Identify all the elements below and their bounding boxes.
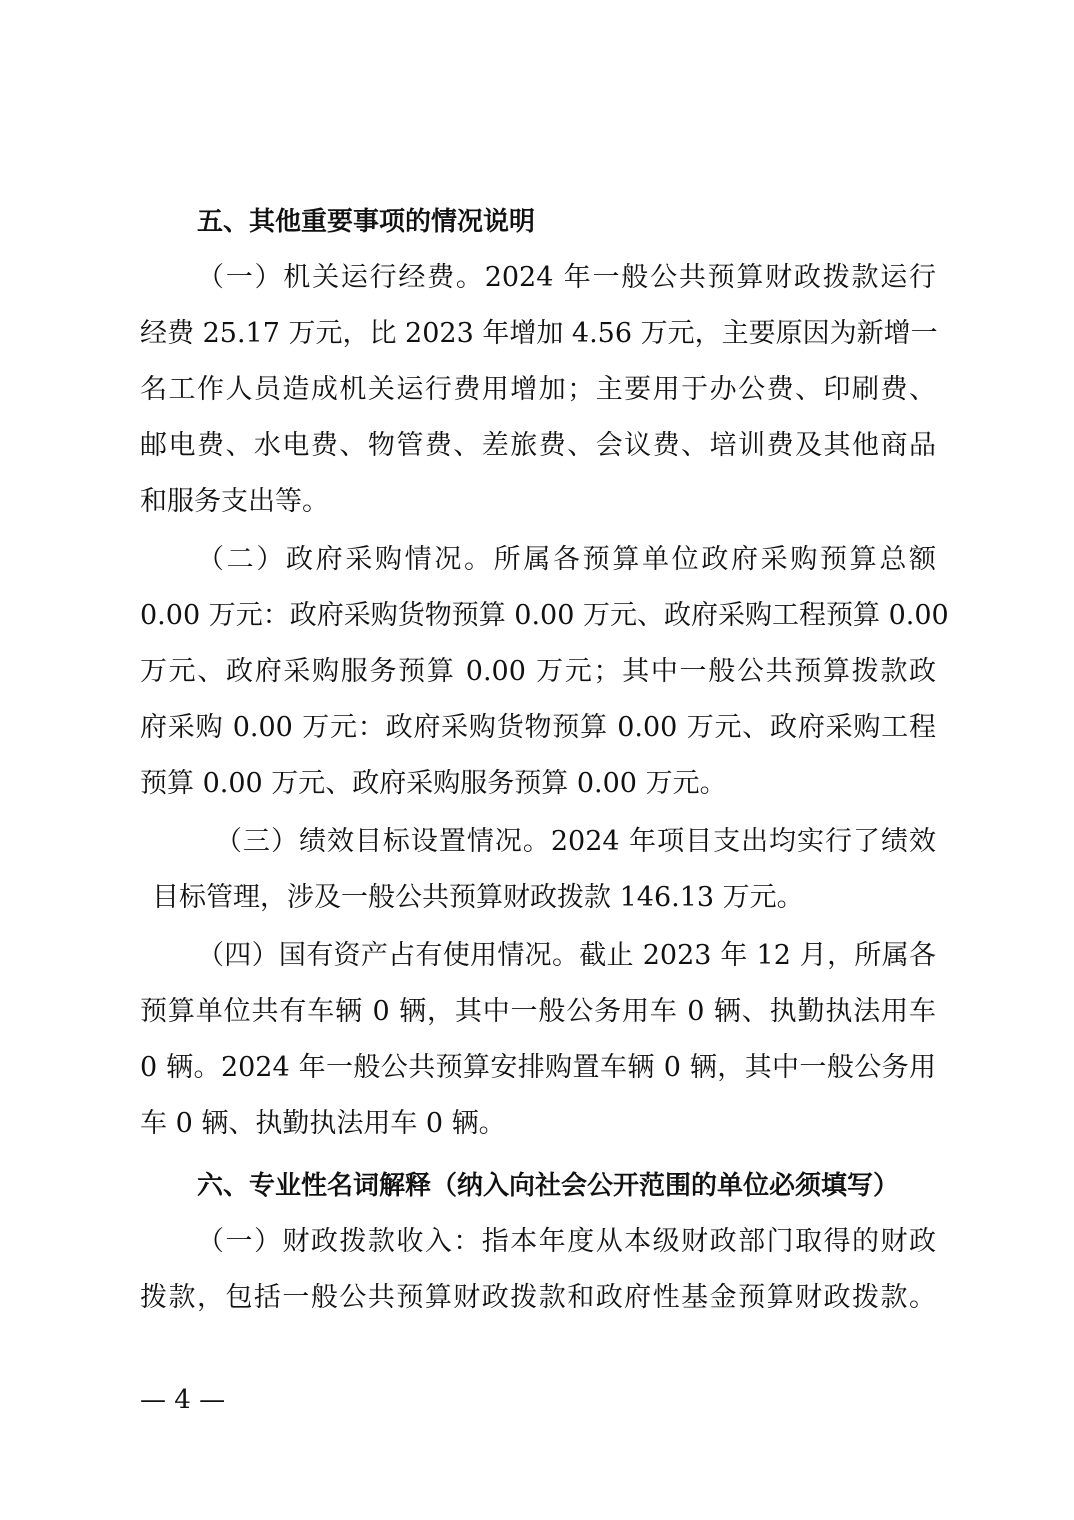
text-line: 0.00 万元：政府采购货物预算 0.00 万元、政府采购工程预算 0.00 [140, 600, 949, 631]
text-line: （三）绩效目标设置情况。2024 年项目支出均实行了绩效 [215, 826, 936, 857]
section-heading: 六、专业性名词解释（纳入向社会公开范围的单位必须填写） [197, 1171, 900, 1201]
text-line: 预算 0.00 万元、政府采购服务预算 0.00 万元。 [140, 768, 727, 799]
paragraph-government-procurement [140, 532, 949, 812]
text-line: 府采购 0.00 万元：政府采购货物预算 0.00 万元、政府采购工程 [140, 712, 936, 743]
text-line: （四）国有资产占有使用情况。截止 2023 年 12 月，所属各 [197, 940, 936, 971]
text-line: 和服务支出等。 [140, 486, 329, 517]
paragraph-fiscal-appropriation-income [140, 1214, 936, 1326]
text-line: 预算单位共有车辆 0 辆，其中一般公务用车 0 辆、执勤执法用车 [140, 996, 936, 1027]
text-line: 名工作人员造成机关运行费用增加；主要用于办公费、印刷费、 [140, 374, 936, 405]
text-line: （二）政府采购情况。所属各预算单位政府采购预算总额 [197, 544, 936, 575]
text-line: 经费 25.17 万元，比 2023 年增加 4.56 万元，主要原因为新增一 [140, 318, 938, 349]
page-number: — 4 — [140, 1385, 226, 1415]
text-line: 邮电费、水电费、物管费、差旅费、会议费、培训费及其他商品 [140, 430, 936, 461]
text-line: 拨款，包括一般公共预算财政拨款和政府性基金预算财政拨款。 [140, 1282, 936, 1313]
text-line: （一）财政拨款收入：指本年度从本级财政部门取得的财政 [197, 1226, 936, 1257]
text-line: 车 0 辆、执勤执法用车 0 辆。 [140, 1108, 506, 1139]
text-line: （一）机关运行经费。2024 年一般公共预算财政拨款运行 [197, 262, 936, 293]
section-heading: 五、其他重要事项的情况说明 [197, 207, 536, 237]
text-line: 目标管理，涉及一般公共预算财政拨款 146.13 万元。 [152, 882, 804, 913]
text-line: 0 辆。2024 年一般公共预算安排购置车辆 0 辆，其中一般公务用 [140, 1052, 936, 1083]
paragraph-performance-targets [140, 814, 936, 926]
document-body [140, 194, 949, 1326]
paragraph-state-assets [140, 928, 936, 1152]
text-line: 万元、政府采购服务预算 0.00 万元；其中一般公共预算拨款政 [140, 656, 936, 687]
paragraph-operating-expenses [140, 250, 936, 530]
